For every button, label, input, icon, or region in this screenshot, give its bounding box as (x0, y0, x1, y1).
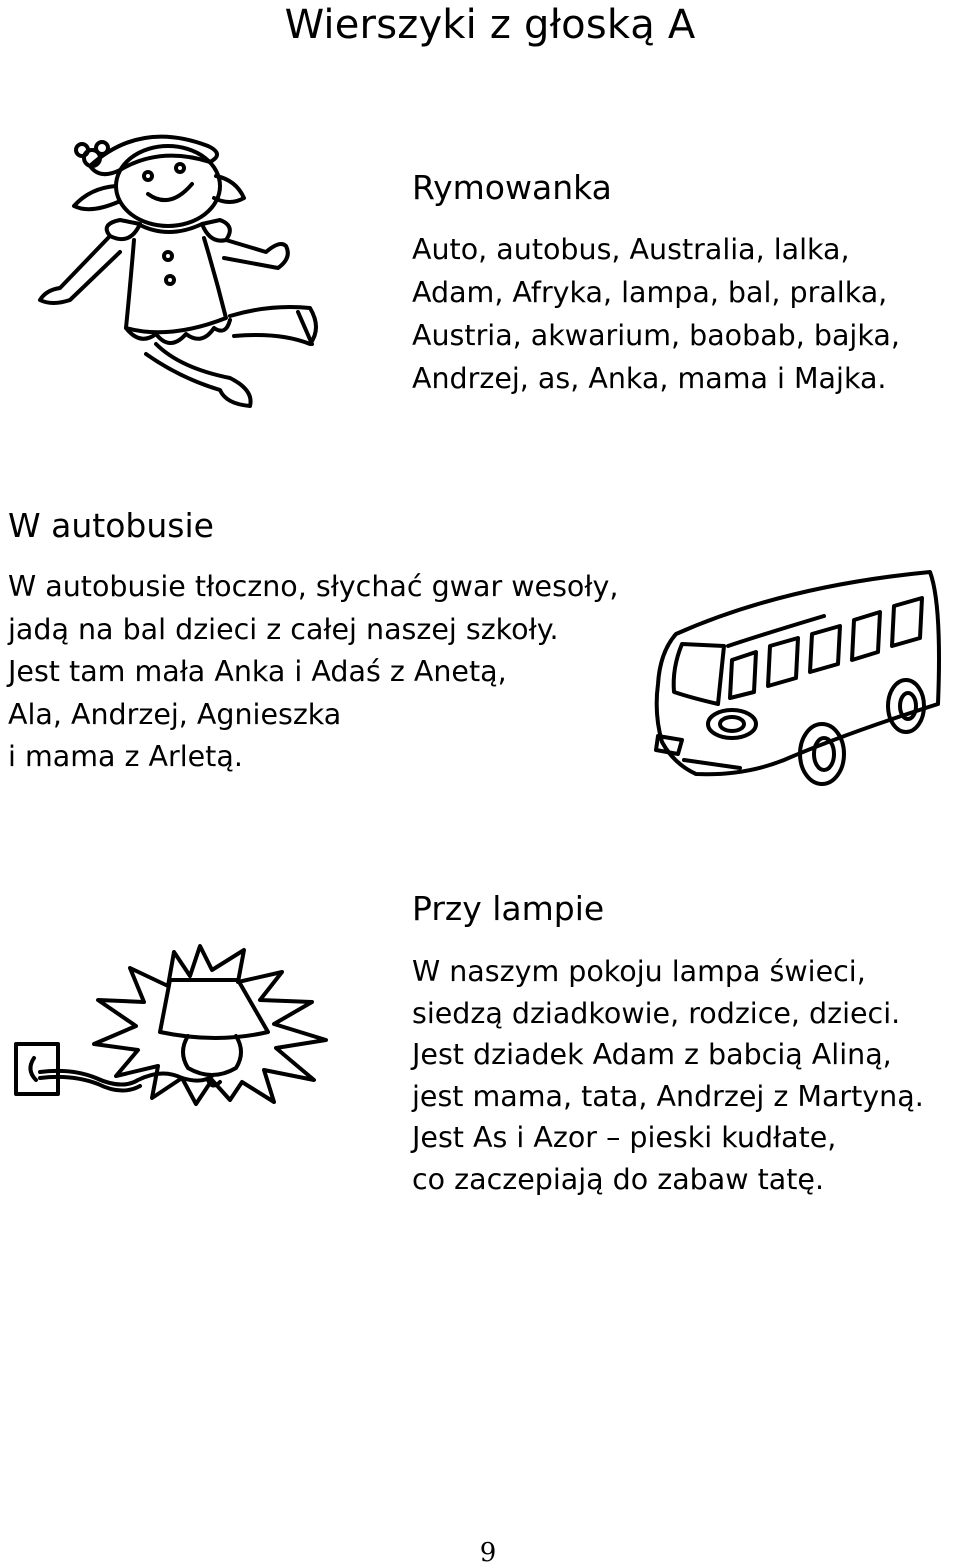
poem-rymowanka (412, 228, 900, 400)
poem-line: jest mama, tata, Andrzej z Martyną. (412, 1079, 924, 1113)
poem-line: Jest As i Azor – pieski kudłate, (412, 1121, 837, 1154)
poem-line: Adam, Afryka, lampa, bal, pralka, (412, 276, 888, 309)
page-number: 9 (479, 1538, 497, 1568)
poem-w-autobusie (8, 566, 618, 779)
lamp-illustration (12, 940, 392, 1110)
poem-line: Andrzej, as, Anka, mama i Majka. (412, 362, 887, 395)
doll-illustration (30, 128, 340, 413)
poem-title-przy-lampie: Przy lampie (412, 889, 605, 928)
poem-title-w-autobusie: W autobusie (8, 506, 214, 545)
poem-line: jadą na bal dzieci z całej naszej szkoły. (8, 612, 559, 646)
poem-line: i mama z Arletą. (8, 740, 243, 773)
poem-przy-lampie (412, 951, 924, 1200)
poem-line: siedzą dziadkowie, rodzice, dzieci. (412, 996, 901, 1030)
page-title: Wierszyki z głoską A (284, 2, 696, 48)
poem-line: Jest dziadek Adam z babcią Aliną, (412, 1038, 892, 1071)
bus-illustration (644, 564, 944, 796)
poem-line: co zaczepiają do zabaw tatę. (412, 1162, 825, 1196)
poem-line: W autobusie tłoczno, słychać gwar wesoły, (8, 570, 619, 603)
poem-line: W naszym pokoju lampa świeci, (412, 955, 866, 988)
poem-line: Jest tam mała Anka i Adaś z Anetą, (8, 655, 507, 688)
poem-line: Auto, autobus, Australia, lalka, (412, 233, 850, 266)
poem-line: Austria, akwarium, baobab, bajka, (412, 319, 900, 352)
poem-title-rymowanka: Rymowanka (412, 168, 612, 207)
poem-line: Ala, Andrzej, Agnieszka (8, 697, 342, 731)
